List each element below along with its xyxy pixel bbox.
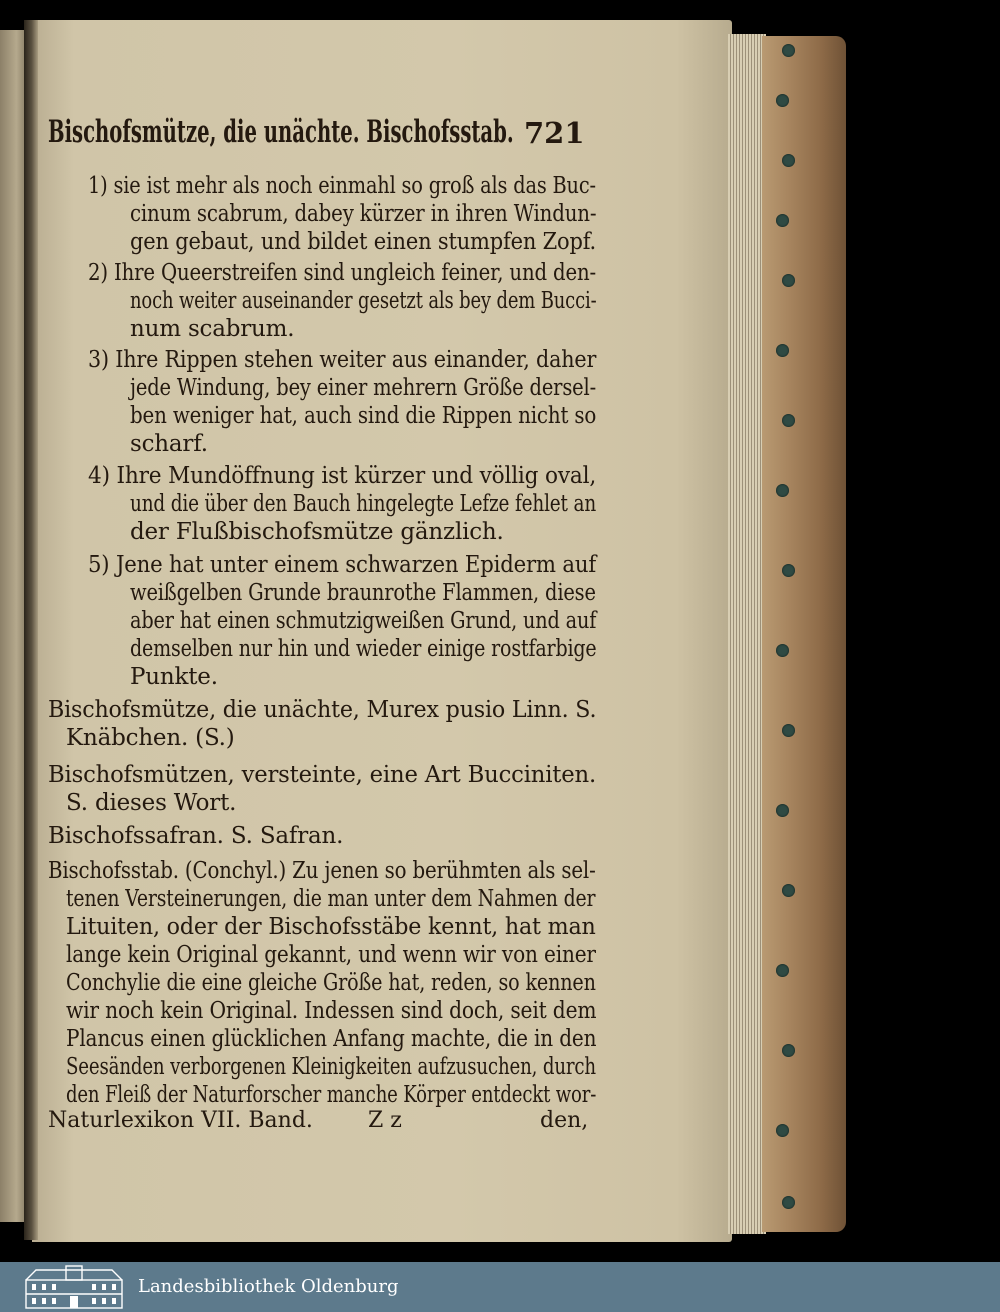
printer-signature: Naturlexikon VII. Band. bbox=[48, 1108, 313, 1133]
text-line: gen gebaut, und bildet einen stumpfen Zopf. bbox=[130, 229, 597, 255]
marbling-dot bbox=[776, 344, 789, 357]
text-line: Punkte. bbox=[130, 664, 218, 690]
running-head: Bischofsmütze, die unächte. Bischofsstab. bbox=[48, 114, 514, 150]
text-line: 4) Ihre Mundöffnung ist kürzer und völlig oval, bbox=[88, 463, 597, 489]
marbling-dot bbox=[776, 804, 789, 817]
text-line: Conchylie die eine gleiche Größe hat, reden, so kennen bbox=[66, 970, 596, 996]
text-line: Knäbchen. (S.) bbox=[66, 725, 235, 751]
text-line: der Flußbischofsmütze gänzlich. bbox=[130, 519, 504, 545]
marbling-dot bbox=[782, 154, 795, 167]
text-line: den Fleiß der Naturforscher manche Körper entdeckt wor- bbox=[66, 1082, 597, 1108]
marbling-dot bbox=[776, 484, 789, 497]
text-line: cinum scabrum, dabey kürzer in ihren Windun- bbox=[130, 201, 597, 227]
library-name: Landesbibliothek Oldenburg bbox=[138, 1276, 399, 1297]
marbling-dot bbox=[776, 1124, 789, 1137]
page-number: 721 bbox=[524, 116, 585, 150]
text-line: 1) sie ist mehr als noch einmahl so groß als das Buc- bbox=[88, 173, 596, 199]
marbling-dot bbox=[782, 1196, 795, 1209]
entry-heading: Bischofsmütze, die unächte, Murex pusio Linn. S. bbox=[48, 697, 597, 723]
text-line: scharf. bbox=[130, 431, 208, 457]
entry-heading: Bischofsstab. (Conchyl.) Zu jenen so berühmten als sel- bbox=[48, 858, 596, 884]
marbling-dot bbox=[782, 44, 795, 57]
text-line: 2) Ihre Queerstreifen sind ungleich feiner, und den- bbox=[88, 260, 596, 286]
entry-heading: Bischofssafran. S. Safran. bbox=[48, 823, 344, 849]
marbling-dot bbox=[782, 884, 795, 897]
marbling-dot bbox=[782, 1044, 795, 1057]
marbling-dot bbox=[782, 414, 795, 427]
text-line: num scabrum. bbox=[130, 316, 295, 342]
text-line: 3) Ihre Rippen stehen weiter aus einander, daher bbox=[88, 347, 597, 373]
marbling-dot bbox=[782, 274, 795, 287]
text-line: ben weniger hat, auch sind die Rippen nicht so bbox=[130, 403, 597, 429]
text-line: aber hat einen schmutzigweißen Grund, und auf bbox=[130, 608, 597, 634]
text-line: weißgelben Grunde braunrothe Flammen, diese bbox=[130, 580, 596, 606]
text-line: Seesänden verborgenen Kleinigkeiten aufzusuchen, durch bbox=[66, 1054, 596, 1080]
text-line: Plancus einen glücklichen Anfang machte, die in den bbox=[66, 1026, 597, 1052]
page-edges bbox=[728, 34, 766, 1234]
marbling-dot bbox=[782, 724, 795, 737]
text-line: Lituiten, oder der Bischofsstäbe kennt, hat man bbox=[66, 914, 596, 940]
marbling-dot bbox=[776, 644, 789, 657]
text-line: tenen Versteinerungen, die man unter dem Nahmen der bbox=[66, 886, 596, 912]
marbling-dot bbox=[776, 964, 789, 977]
library-building-icon bbox=[22, 1264, 126, 1310]
marbling-dot bbox=[776, 94, 789, 107]
marbling-dot bbox=[782, 564, 795, 577]
entry-heading: Bischofsmützen, versteinte, eine Art Bucciniten. bbox=[48, 762, 596, 788]
text-line: wir noch kein Original. Indessen sind doch, seit dem bbox=[66, 998, 597, 1024]
text-line: noch weiter auseinander gesetzt als bey dem Bucci- bbox=[130, 288, 597, 314]
book-cover-board bbox=[762, 36, 846, 1232]
sheet-mark: Z z bbox=[368, 1108, 402, 1133]
catchword: den, bbox=[540, 1108, 589, 1133]
text-line: demselben nur hin und wieder einige rostfarbige bbox=[130, 636, 597, 662]
text-line: jede Windung, bey einer mehrern Größe dersel- bbox=[130, 375, 596, 401]
book-gutter bbox=[24, 20, 38, 1240]
text-line: lange kein Original gekannt, und wenn wir von einer bbox=[66, 942, 596, 968]
text-line: und die über den Bauch hingelegte Lefze fehlet an bbox=[130, 491, 597, 517]
text-line: S. dieses Wort. bbox=[66, 790, 237, 816]
text-line: 5) Jene hat unter einem schwarzen Epiderm auf bbox=[88, 552, 596, 578]
marbling-dot bbox=[776, 214, 789, 227]
